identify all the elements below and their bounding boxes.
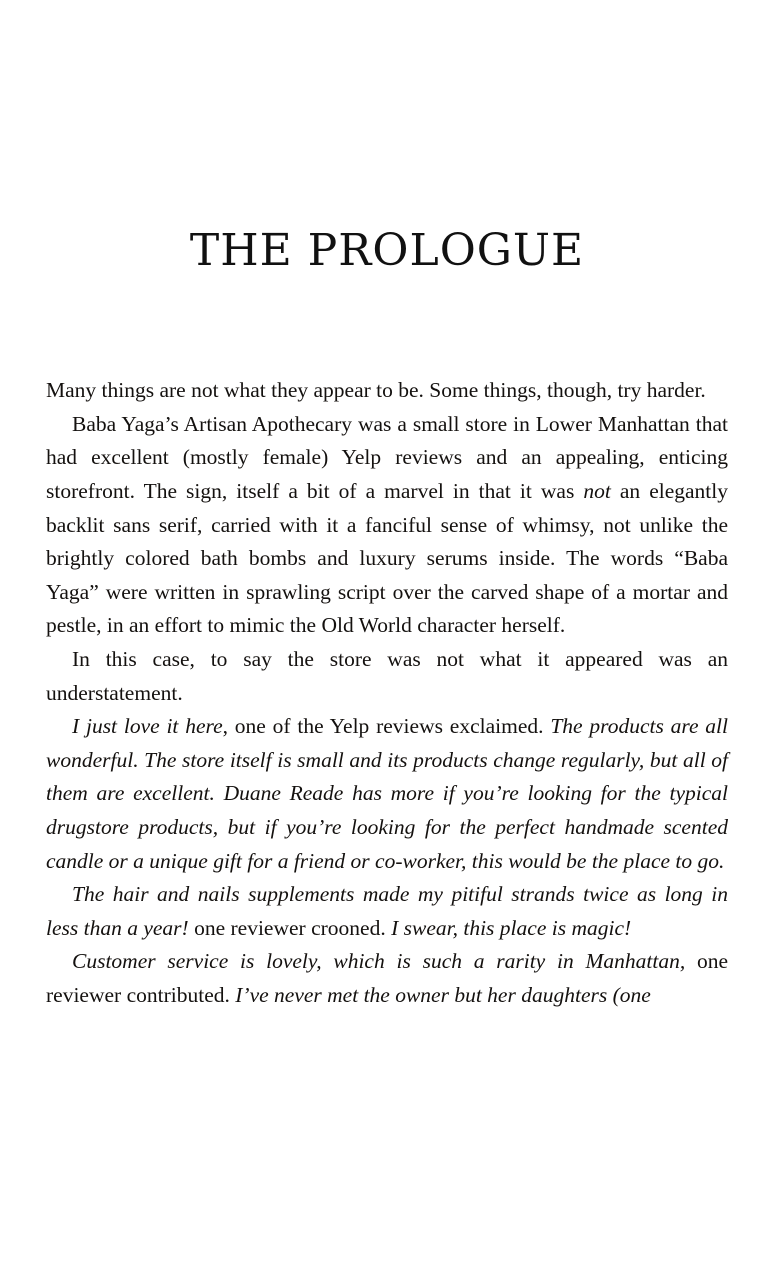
italic-run: I’ve never met the owner but her daughters (one [235, 982, 651, 1007]
italic-run: The hair and nails supplements made my pitiful strands twice as long in less than a year! [46, 882, 728, 940]
paragraph [46, 643, 728, 710]
page-title: THE PROLOGUE [189, 225, 585, 276]
paragraph [46, 878, 728, 945]
paragraph [46, 408, 728, 643]
paragraph [46, 945, 728, 1012]
italic-run: The products are all wonderful. The store itself is small and its products change regularly, but all of them are excellent. Duane Reade has more if you’re looking for the typical drugstore products, but if you’re looking for the perfect handmade scented candle or a unique gift for a friend or co-worker, this would be the place to go. [46, 714, 729, 873]
body-text [46, 274, 728, 1012]
text-run: one reviewer contributed. [46, 949, 729, 1007]
paragraph [46, 374, 728, 408]
text-run: , one of the Yelp reviews exclaimed. [222, 714, 551, 739]
paragraph [46, 710, 728, 878]
italic-run: I just love it here [72, 714, 223, 739]
text-run: an elegantly backlit sans serif, carried with it a fanciful sense of whimsy, not unlike the brightly colored bath bombs and luxury serums inside. The words “Baba Yaga” were written in sprawling script over the carved shape of a mortar and pestle, in an effort to mimic the Old World character herself. [46, 478, 728, 638]
italic-run: not [583, 478, 611, 503]
text-run: In this case, to say the store was not what it appeared was an understatement. [46, 646, 728, 705]
text-run: one reviewer crooned. [188, 915, 392, 940]
italic-run: I swear, this place is magic! [391, 915, 632, 940]
italic-run: Customer service is lovely, which is such a rarity in Manhattan, [72, 949, 686, 974]
text-run: Baba Yaga’s Artisan Apothecary was a small store in Lower Manhattan that had excellent (mostly female) Yelp reviews and an appealing, enticing storefront. The sign, itself a bit of a marvel in that it was [46, 411, 728, 503]
text-run: Many things are not what they appear to be. Some things, though, try harder. [46, 378, 706, 403]
